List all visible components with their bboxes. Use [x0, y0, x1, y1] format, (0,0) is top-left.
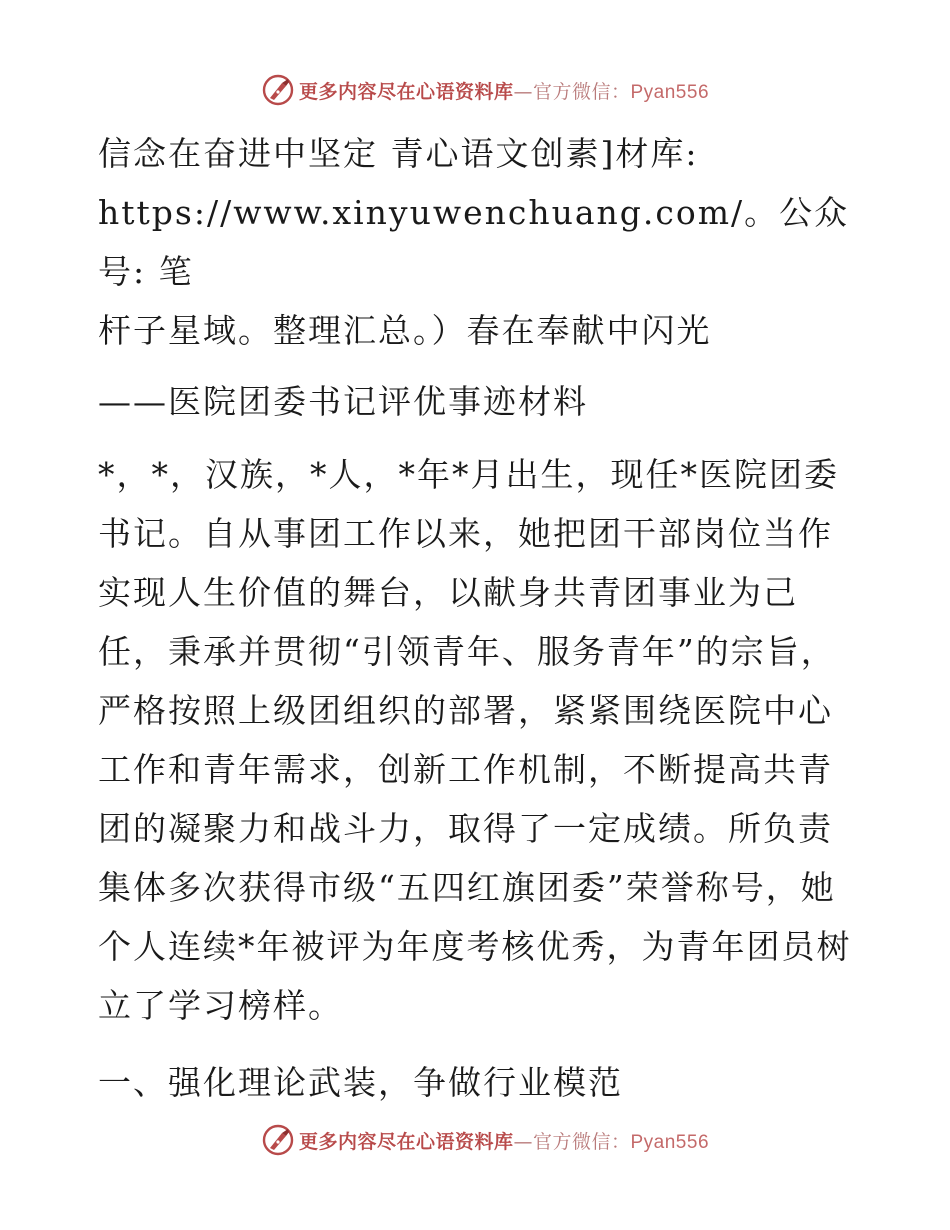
watermark-sub-text: 官方微信：: [532, 80, 631, 103]
document-subtitle: ——医院团委书记评优事迹材料: [98, 382, 588, 421]
watermark-dash-bottom: —: [513, 1130, 533, 1153]
intro-line-3: 杆子星域。整理汇总。）春在奉献中闪光: [98, 311, 712, 350]
watermark-main-text: 更多内容尽在心语资料库: [298, 80, 514, 103]
intro-line-1: 信念在奋进中坚定 青心语文创素]材库:: [98, 134, 699, 173]
watermark-main-text-bottom: 更多内容尽在心语资料库: [298, 1130, 514, 1153]
watermark-sub-text-bottom: 官方微信：: [532, 1130, 631, 1153]
watermark-inner-bottom: [261, 1123, 709, 1157]
top-watermark-banner: [0, 70, 950, 110]
watermark-dash: —: [513, 80, 533, 103]
pen-nib-circle-icon: [261, 73, 295, 107]
intro-paragraph: [98, 124, 858, 360]
bottom-watermark-banner: [0, 1120, 950, 1160]
watermark-account-bottom: Pyan556: [630, 1131, 710, 1153]
watermark-text-bottom: [299, 1127, 709, 1154]
watermark-text: [299, 77, 709, 104]
watermark-account: Pyan556: [630, 81, 710, 103]
pen-nib-circle-icon: [261, 1123, 295, 1157]
intro-line-2: https://www.xinyuwenchuang.com/。公众号: 笔: [98, 193, 850, 291]
document-body: [98, 124, 858, 1112]
body-paragraph: *，*，汉族，*人，*年*月出生，现任*医院团委书记。自从事团工作以来，她把团干部岗位当作实现人生价值的舞台，以献身共青团事业为己任，秉承并贯彻“引领青年、服务青年”的宗旨，严格按照上级团组织的部署，紧紧围绕医院中心工作和青年需求，创新工作机制，不断提高共青团的凝聚力和战斗力，取得了一定成绩。所负责集体多次获得市级“五四红旗团委”荣誉称号，她个人连续*年被评为年度考核优秀，为青年团员树立了学习榜样。: [98, 455, 852, 1025]
watermark-inner: [261, 73, 709, 107]
section-heading-1: 一、强化理论武装，争做行业模范: [98, 1063, 623, 1102]
